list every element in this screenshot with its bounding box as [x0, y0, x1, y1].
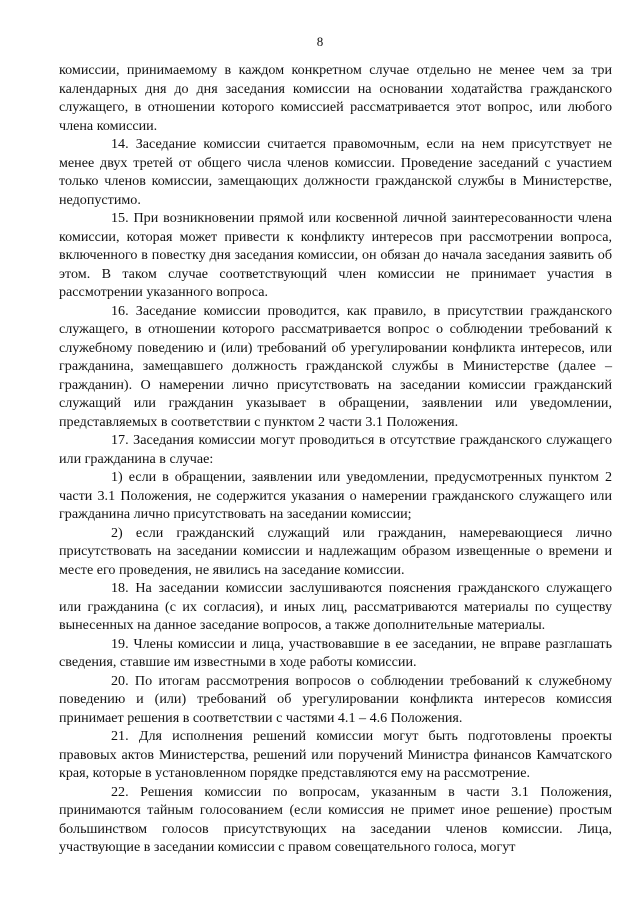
paragraph-19: 19. Члены комиссии и лица, участвовавшие в ее заседании, не вправе разглашать сведения, ставшие им известными в ходе работы комиссии.	[59, 635, 612, 670]
document-body	[59, 61, 612, 857]
page-number: 8	[316, 34, 324, 49]
paragraph-14: 14. Заседание комиссии считается правомочным, если на нем присутствует не менее двух третей от общего числа членов комиссии. Проведение заседаний с участием только членов комиссии, замещающих должности гражданской службы в Министерстве, недопустимо.	[59, 136, 612, 208]
paragraph-21: 21. Для исполнения решений комиссии могут быть подготовлены проекты правовых актов Министерства, решений или поручений Министра финансов Камчатского края, которые в установленном порядке представляются ему на рассмотрение.	[59, 728, 612, 781]
paragraph-16: 16. Заседание комиссии проводится, как правило, в присутствии гражданского служащего, в отношении которого рассматривается вопрос о соблюдении требований к служебному поведению и (или) требований об урегулировании конфликта интересов, или гражданина, замещавшего должность гражданской службы в Министерстве (далее – гражданин). О намерении лично присутствовать на заседании комиссии гражданский служащий или гражданин указывает в обращении, заявлении или уведомлении, представляемых в соответствии с пунктом 2 части 3.1 Положения.	[59, 302, 612, 430]
paragraph-17: 17. Заседания комиссии могут проводиться в отсутствие гражданского служащего или гражданина в случае:	[59, 432, 612, 467]
paragraph-15: 15. При возникновении прямой или косвенной личной заинтересованности члена комиссии, которая может привести к конфликту интересов при рассмотрении вопроса, включенного в повестку дня заседания комиссии, он обязан до начала заседания заявить об этом. В таком случае соответствующий член комиссии не принимает участия в рассмотрении указанного вопроса.	[59, 210, 612, 300]
paragraph-22: 22. Решения комиссии по вопросам, указанным в части 3.1 Положения, принимаются тайным голосованием (если комиссия не примет иное решение) простым большинством голосов присутствующих на заседании членов комиссии. Лица, участвующие в заседании комиссии с правом совещательного голоса, могут	[59, 783, 612, 855]
paragraph-17-item-2: 2) если гражданский служащий или гражданин, намеревающиеся лично присутствовать на заседании комиссии и надлежащим образом извещенные о времени и месте его проведения, не явились на заседание комиссии.	[59, 524, 612, 578]
paragraph-17-item-1: 1) если в обращении, заявлении или уведомлении, предусмотренных пунктом 2 части 3.1 Положения, не содержится указания о намерении гражданского служащего или гражданина лично присутствовать на заседании комиссии;	[59, 469, 612, 522]
paragraph-continuation: комиссии, принимаемому в каждом конкретном случае отдельно не менее чем за три календарных дня до дня заседания комиссии на основании ходатайства гражданского служащего, в отношении которого комиссией рассматривается этот вопрос, или любого члена комиссии.	[59, 62, 612, 134]
paragraph-18: 18. На заседании комиссии заслушиваются пояснения гражданского служащего или гражданина (с их согласия), и иных лиц, рассматриваются материалы по существу вынесенных на данное заседание вопросов, а также дополнительные материалы.	[59, 580, 612, 633]
paragraph-20: 20. По итогам рассмотрения вопросов о соблюдении требований к служебному поведению и (или) требований об урегулировании конфликта интересов комиссия принимает решения в соответствии с частями 4.1 – 4.6 Положения.	[59, 672, 612, 726]
